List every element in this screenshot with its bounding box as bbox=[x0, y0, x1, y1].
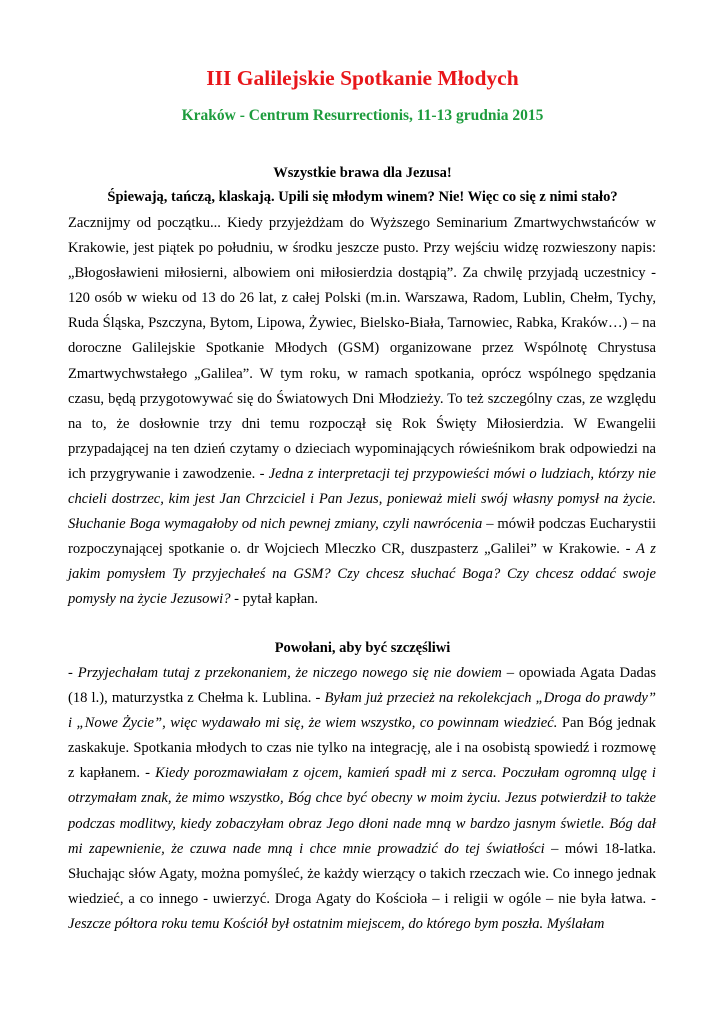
paragraph-text: - pytał kapłan. bbox=[230, 591, 319, 608]
section-heading-called: Powołani, aby być szczęśliwi bbox=[274, 640, 451, 656]
paragraph-text: – mówi 18-latka. Słuchając słów Agaty, można pomyśleć, że każdy wierzący o takich rzeczach wie. Co innego jednak wiedzieć, a co innego - uwierzyć. Droga Agaty do Kościoła – i religii w ogóle – nie była łatwa. bbox=[68, 840, 657, 907]
article-paragraph-1 bbox=[68, 211, 656, 613]
section-heading-main: Wszystkie brawa dla Jezusa! bbox=[273, 165, 452, 181]
quote-text: - Jeszcze półtora roku temu Kościół był ostatnim miejscem, do którego bym poszła. Myślałam bbox=[68, 890, 656, 932]
quote-text: - Przyjechałam tutaj z przekonaniem, że niczego nowego się nie dowiem bbox=[68, 665, 502, 681]
article-paragraph-2 bbox=[68, 661, 656, 937]
paragraph-text: – mówił podczas Eucharystii rozpoczynającej spotkanie o. dr Wojciech Mleczko CR, duszpasterz „Galilei” w Krakowie. bbox=[68, 516, 656, 558]
quote-text: - Kiedy porozmawiałam z ojcem, kamień spadł mi z serca. Poczułam ogromną ulgę i otrzymałam znak, że mimo wszystko, Bóg chce być obecny w moim życiu. Jezus potwierdził to także podczas modlitwy, kiedy zobaczyłam obraz Jego dłoni nade mną w bardzo jasnym świetle. Bóg dał mi zapewnienie, że czuwa nade mną i chce mnie prowadzić do tej światłości bbox=[68, 765, 656, 857]
paragraph-text: Zacznijmy od początku... Kiedy przyjeżdżam do Wyższego Seminarium Zmartwychwstańców w Krakowie, jest piątek po południu, w środku jeszcze pusto. Przy wejściu widzę rozwieszony napis: „Błogosławieni miłosierni, albowiem oni miłosierdzia dostąpią”. Za chwilę przyjadą uczestnicy - 120 osób w wieku od 13 do 26 lat, z całej Polski (m.in. Warszawa, Radom, Lublin, Chełm, Tychy, Ruda Śląska, Pszczyna, Bytom, Lipowa, Żywiec, Bielsko-Biała, Tarnowiec, Rabka, Kraków…) – na doroczne Galilejskie Spotkanie Młodych (GSM) organizowane przez Wspólnotę Chrystusa Zmartwychwstałego „Galilea”. W tym roku, w ramach spotkania, oprócz wspólnego spędzania czasu, będą przygotowywać się do Światowych Dni Młodzieży. To też szczególny czas, ze względu na to, że dosłownie trzy dni temu rozpoczął się Rok Święty Miłosierdzia. W Ewangelii przypadającej na ten dzień czytamy o dzieciach wypominających rówieśnikom brak odpowiedzi na ich przygrywanie i zawodzenie. bbox=[68, 215, 656, 482]
quote-text: - A z jakim pomysłem Ty przyjechałeś na GSM? Czy chcesz słuchać Boga? Czy chcesz oddać swoje pomysły na życie Jezusowi? bbox=[68, 541, 656, 608]
document-title: III Galilejskie Spotkanie Młodych bbox=[206, 66, 519, 90]
paragraph-text: Pan Bóg jednak zaskakuje. Spotkania młodych to czas nie tylko na integrację, ale i na osobistą spowiedź i rozmowę z kapłanem. bbox=[68, 715, 656, 782]
document-subtitle: Kraków - Centrum Resurrectionis, 11-13 grudnia 2015 bbox=[181, 107, 544, 124]
paragraph-text: – opowiada Agata Dadas (18 l.), maturzystka z Chełma k. Lublina. bbox=[68, 665, 657, 707]
section-heading-lead: Śpiewają, tańczą, klaskają. Upili się młodym winem? Nie! Więc co się z nimi stało? bbox=[107, 189, 618, 205]
quote-text: - Byłam już przecież na rekolekcjach „Droga do prawdy” i „Nowe Życie”, więc wydawało mi się, że wiem wszystko, co powinnam wiedzieć. bbox=[68, 690, 657, 732]
quote-text: - Jedna z interpretacji tej przypowieści mówi o ludziach, którzy nie chcieli dostrzec, kim jest Jan Chrzciciel i Pan Jezus, ponieważ mieli swój własny pomysł na życie. Słuchanie Boga wymagałoby od nich pewnej zmiany, czyli nawrócenia bbox=[68, 465, 656, 533]
